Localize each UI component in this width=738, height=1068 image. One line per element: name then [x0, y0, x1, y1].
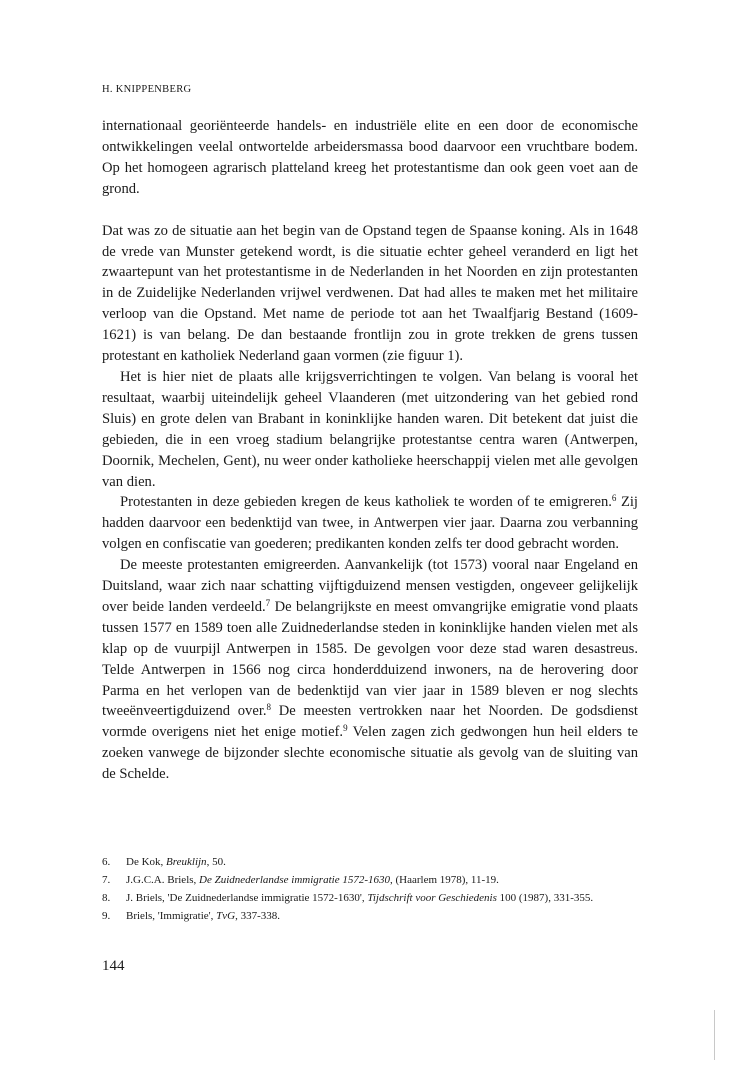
footnote-number: 8.: [102, 892, 111, 904]
footnote-9: [102, 907, 638, 925]
paragraph-5-text-b: De belangrijkste en meest omvangrijke emigratie vond plaats tussen 1577 en 1589 toen alle Zuidnederlandse steden in koninklijke handen vielen met als klap op de vuurpijl Antwerpen in 1585. De gevolgen voor deze stad waren desastreus. Telde Antwerpen in 1566 nog circa honderdduizend inwoners, na de herovering door Parma en het verlopen van de bedenktijd van vier jaar in 1589 bleven er nog slechts tweeënveertigduizend over.: [102, 598, 638, 720]
footnote-text: [126, 871, 638, 889]
footnote-post: , 50.: [206, 856, 226, 868]
footnote-text: [126, 907, 638, 925]
footnote-title: TvG: [216, 910, 236, 922]
paragraph-gap: [102, 200, 638, 221]
footnote-ref-8[interactable]: 8: [266, 702, 272, 713]
footnote-ref-9[interactable]: 9: [343, 723, 348, 734]
footnote-8: [102, 889, 638, 907]
page-number: 144: [102, 958, 125, 974]
footnotes: [102, 853, 638, 925]
footnote-ref-6[interactable]: 6: [611, 493, 617, 504]
paragraph-5: [102, 555, 638, 785]
footnote-number: 7.: [102, 874, 111, 886]
paragraph-2: Dat was zo de situatie aan het begin van de Opstand tegen de Spaanse koning. Als in 1648 de vrede van Munster getekend wordt, is die situatie echter geheel veranderd en ligt het zwaartepunt van het protestantisme in de Nederlanden in het Noorden en zijn protestanten in de Zuidelijke Nederlanden vrijwel verdwenen. Dat had alles te maken met het militaire verloop van die Opstand. Met name de periode tot aan het Twaalfjarig Bestand (1609-1621) is van belang. De dan bestaande frontlijn zou in grote trekken de grens tussen protestant en katholiek Nederland gaan vormen (zie figuur 1).: [102, 222, 638, 365]
paragraph-5-text-c: De meesten vertrokken naar het Noorden. De godsdienst vormde overigens niet het enige motief.: [102, 703, 638, 741]
footnote-post: 100 (1987), 331-355.: [496, 892, 594, 904]
paragraph-4: [102, 492, 638, 555]
body-text: [102, 116, 638, 785]
footnote-number: 6.: [102, 856, 111, 868]
paragraph-4-text-a: Protestanten in deze gebieden kregen de keus katholiek te worden of te emigreren.: [120, 494, 612, 511]
paragraph-1: internationaal georiënteerde handels- en industriële elite en een door de economische ontwikkelingen veelal ontwortelde arbeidersmassa bood daarvoor een vruchtbare bodem. Op het homogeen agrarisch platteland kreeg het protestantisme dan ook geen voet aan de grond.: [102, 118, 638, 197]
footnote-text: [126, 889, 638, 907]
footnote-post: , (Haarlem 1978), 11-19.: [389, 874, 499, 886]
margin-line: [714, 1010, 715, 1060]
footnote-text: [126, 853, 638, 871]
running-head: H. KNIPPENBERG: [102, 84, 192, 95]
footnote-title: Breuklijn: [166, 856, 207, 868]
footnote-post: , 337-338.: [235, 910, 280, 922]
paragraph-5-text-d: Velen zagen zich gedwongen hun heil elders te zoeken vanwege de bijzonder slechte economische situatie als gevolg van de sluiting van de Schelde.: [102, 724, 638, 783]
paragraph-5-text-a: De meeste protestanten emigreerden. Aanvankelijk (tot 1573) vooral naar Engeland en Duitsland, waar zich naar schatting vijftigduizend mensen vestigden, ongeveer gelijkelijk over beide landen verdeeld.: [102, 557, 638, 615]
footnote-number: 9.: [102, 910, 111, 922]
footnote-pre: J.G.C.A. Briels,: [126, 874, 200, 886]
footnote-pre: De Kok,: [126, 856, 167, 868]
footnote-pre: J. Briels, 'De Zuidnederlandse immigratie 1572-1630',: [126, 892, 368, 904]
footnote-7: [102, 871, 638, 889]
footnote-6: [102, 853, 638, 871]
paragraph-3: Het is hier niet de plaats alle krijgsverrichtingen te volgen. Van belang is vooral het resultaat, waarbij uiteindelijk geheel Vlaanderen (met uitzondering van het gebied rond Sluis) en grote delen van Brabant in koninklijke handen waren. Dit betekent dat juist die gebieden, die in een vroeg stadium belangrijke protestantse centra waren (Antwerpen, Doornik, Mechelen, Gent), nu weer onder katholieke heerschappij vielen met alle gevolgen van dien.: [102, 368, 638, 490]
paragraph-4-text-b: Zij hadden daarvoor een bedenktijd van twee, in Antwerpen vier jaar. Daarna zou verbanning volgen en confiscatie van goederen; predikanten konden zelfs ter dood gebracht worden.: [102, 494, 638, 553]
footnote-pre: Briels, 'Immigratie',: [126, 910, 217, 922]
footnote-ref-7[interactable]: 7: [265, 597, 271, 608]
footnote-title: De Zuidnederlandse immigratie 1572-1630: [199, 874, 390, 886]
footnote-title: Tijdschrift voor Geschiedenis: [367, 892, 497, 904]
